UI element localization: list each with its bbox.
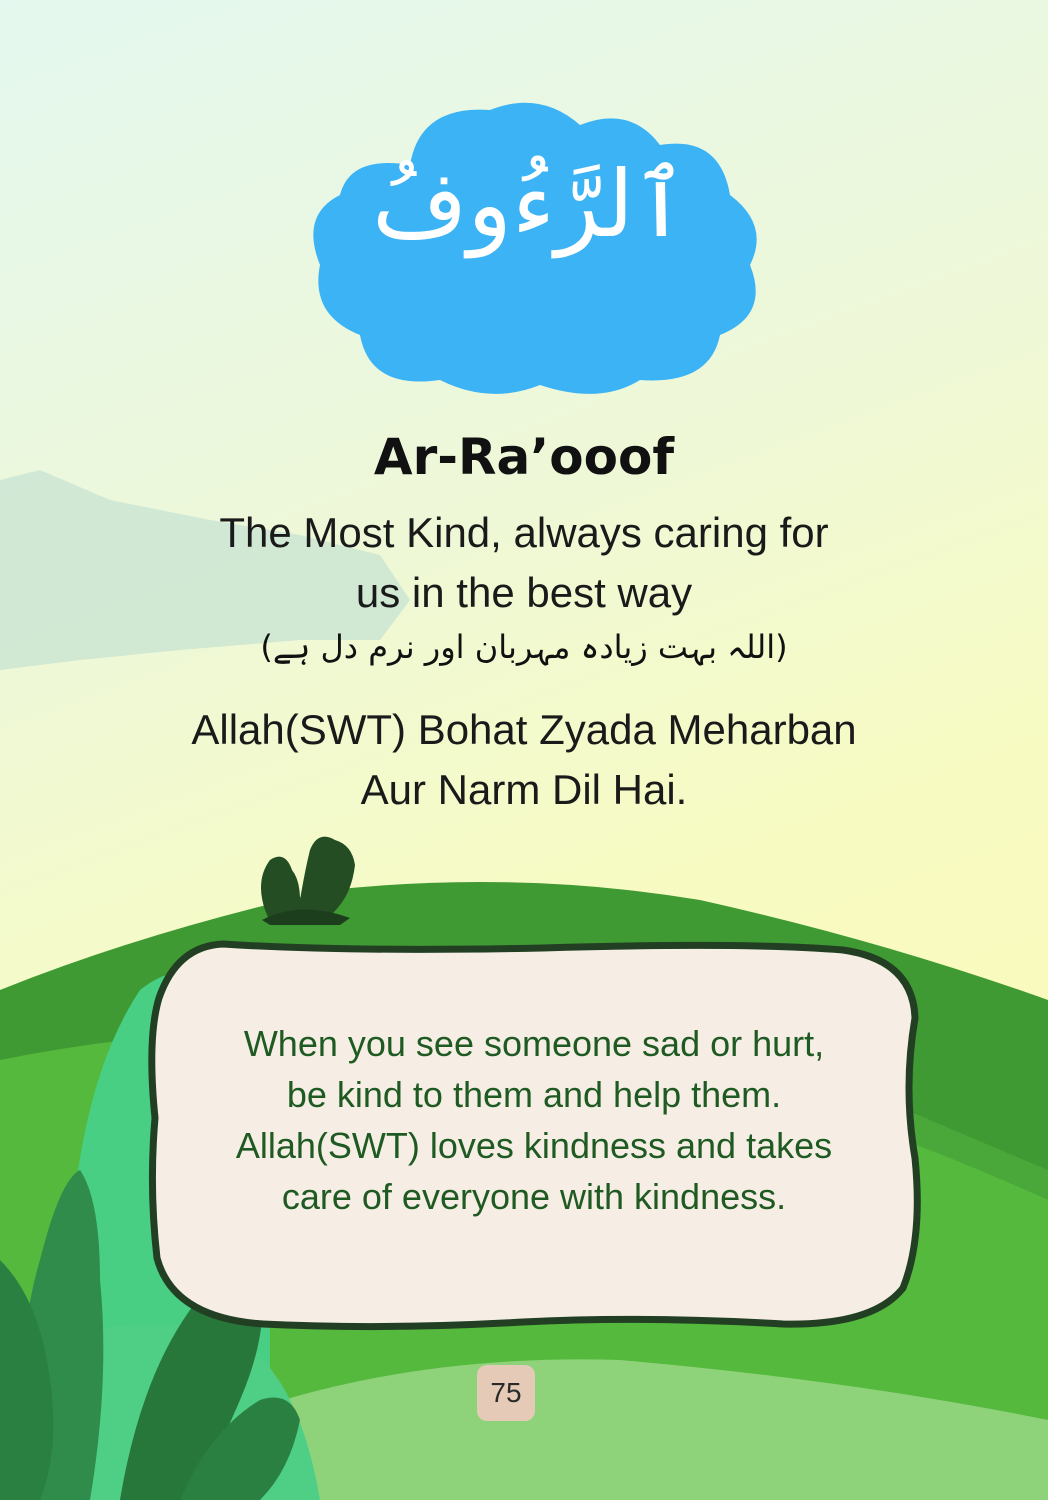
- page-number: 75: [477, 1365, 535, 1421]
- urdu-meaning: (اللہ بہت زیادہ مہربان اور نرم دل ہے): [260, 628, 788, 666]
- tip-line: Allah(SWT) loves kindness and takes: [235, 1125, 833, 1166]
- tip-text: [170, 1018, 898, 1222]
- roman-line: Aur Narm Dil Hai.: [360, 766, 688, 813]
- name-transliteration: Ar-Ra’ooof: [373, 428, 675, 486]
- arabic-name: ٱلرَّءُوفُ: [372, 151, 688, 258]
- tip-line: When you see someone sad or hurt,: [243, 1023, 825, 1064]
- roman-urdu-meaning: [120, 700, 928, 820]
- roman-line: Allah(SWT) Bohat Zyada Meharban: [191, 706, 857, 753]
- meaning-line: us in the best way: [355, 569, 693, 616]
- meaning-line: The Most Kind, always caring for: [219, 509, 829, 556]
- tip-line: be kind to them and help them.: [286, 1074, 782, 1115]
- english-meaning: [140, 503, 908, 623]
- tip-line: care of everyone with kindness.: [281, 1176, 787, 1217]
